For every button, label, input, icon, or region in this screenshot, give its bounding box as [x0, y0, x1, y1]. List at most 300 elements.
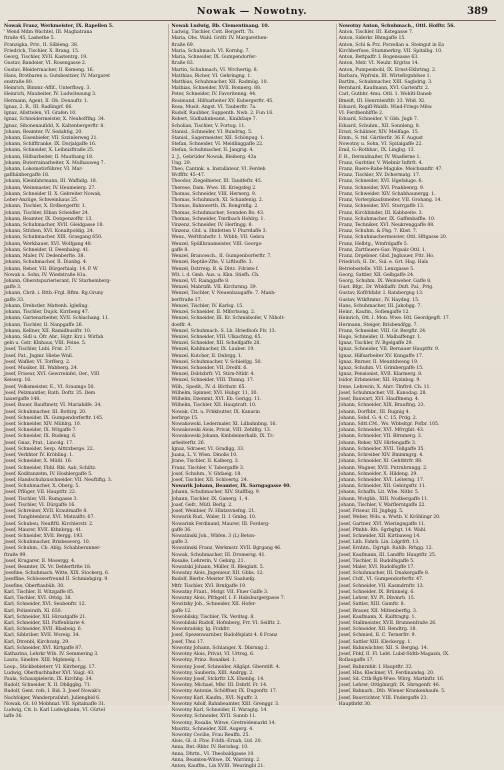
directory-entry: Leber-Anzüge, Schweinhaus 25.: [4, 198, 79, 204]
directory-entry: Josef, Bahnarb., Dtb. Wiener Krankenhaufe. 5.: [338, 689, 446, 695]
directory-entry: Gustav, Wtkftmmr., IV. Haydng. 15.: [338, 297, 420, 303]
directory-entry: Johann, Wstgbb., XIII. Nodbergaffe 11.: [338, 496, 429, 502]
directory-entry: Betriebsstelle, VIII. Lenzgasse 5.: [338, 266, 415, 272]
directory-entry: ftraße 83.: [171, 61, 195, 67]
directory-entry: Vinzenz, Gtd. u. Hmfetten V. Plurrdaffe 3.: [171, 229, 267, 235]
column-3: [336, 24, 500, 707]
directory-entry: Wlt. i. d. Gmb. Aus. u. Kbn. Stiefh. Ch.: [171, 272, 260, 278]
directory-entry: Wenzel, Kutcher, II. Dnbrgg. 1.: [171, 353, 243, 359]
directory-entry: Franz, Techniker, XVI. Neukrenggaffe 88.: [338, 223, 435, 228]
directory-entry: Franz, Schneider, XVI. Pnahbenrg. 9.: [338, 185, 425, 191]
directory-entry: Josef, Stallmeister, XVII. Brunnenfraße 26.: [338, 621, 437, 626]
directory-entry: Franz, Drgebner, Gbd. Jngbauer, Fttr. Ho.: [338, 254, 435, 260]
directory-entry: gaffe 8.: [171, 247, 189, 253]
directory-entry: Wenzel, Schuhmacher, V. Schleifgg. 50.: [171, 359, 262, 365]
directory-entry: Nowatny Frant., Mstgr. VII. Fluer Gaffe 3.: [171, 589, 269, 595]
directory-entry: Josef, Hbs. Kleckner, VI. Ferdinandsg. 20.: [338, 670, 435, 676]
directory-entry: Johann, Tischler, II. Nanpgaffe 26.: [4, 322, 83, 328]
directory-entry: Wcffftr. 45–47.: [171, 173, 206, 179]
directory-entry: Maria, Schneider, IX. Gumpendorfer-: [171, 55, 257, 61]
directory-entry: Thomas, Schuhmacher, Sonnden Bo. 43.: [171, 210, 265, 216]
directory-entry: Ignaz, Schuhm. VI. Grimbergaffe 15.: [338, 366, 424, 372]
directory-entry: Emil, G.-Rothbar., IX. Lingbg. 13.: [338, 148, 415, 154]
directory-entry: Stefan, Schuhmacher, II. Jangrig. 4.: [171, 148, 254, 154]
directory-entry: Nowobilski Rudolf, Hofmberg, Frr. VI. Seilftr. 2.: [171, 621, 282, 626]
directory-entry: Josef, Schneider, IX. Gumpendorferftr. 145.: [4, 415, 104, 421]
directory-entry: Mauritz, Schneider, XIII. Augerg. 4.: [171, 726, 254, 732]
directory-entry: Josef, Schuhm., Cb. Ablg. Schabberunner-: [4, 546, 101, 552]
directory-entry: Wilhelm, Tischler, XII. Hauptraft. 10.: [171, 403, 257, 409]
directory-entry: Ignaz, Tischler, IV. Bgelgaffe 29.: [338, 341, 413, 347]
directory-entry: Bernhard, Kaufmann, XVI. Gartenftr. 2.: [338, 86, 430, 92]
directory-entry: Thomas, Schneider, VIII. Hernerg. 9.: [171, 191, 257, 197]
directory-entry: Josef, Fbhf, II. Fl. Lebt. Lubd-Stdtb-Magazin, IX.: [338, 652, 450, 658]
directory-entry: Johann, Tischler, Dujck. Kirrbeng 47.: [4, 310, 90, 316]
directory-entry: Hermann, Steiger, Brisbendfgg. 7.: [338, 322, 418, 328]
directory-entry: Ignaz, Allsttelen, VI. Grafen 10.: [4, 111, 77, 117]
directory-entry: Franz, Schuhmacher, IX. Gaffenbaffie. 10.: [338, 216, 436, 222]
directory-entry: Josef, Pflüger, VII. Hauptftr. 22.: [4, 490, 77, 496]
directory-entry: Nowak Ludwig, Bb. Clementinang. 10.: [171, 24, 270, 29]
directory-entry: Paula, Schauspielerin, IX. Kirchbg. 34.: [4, 676, 93, 682]
directory-entry: Anton, Mstr. VI. Neuhr. Krgrlss 14.: [338, 61, 419, 67]
directory-entry: Nowak, Gt. 10 Mobhnat. VII. Spitalnaffe 31.: [4, 701, 106, 707]
directory-entry: Josefine, Oberftaubüh. 30.: [4, 583, 65, 589]
directory-entry: Josef, Pfmhb. Rfs. Sgrbgbgt. 14. Wahl.: [338, 527, 427, 533]
directory-entry: Josef, Bahnwächter, XII. S. Bergng. 14.: [338, 645, 429, 651]
directory-entry: Ignaz, Rnrner, II. Meuntdweng 19.: [338, 359, 419, 365]
directory-entry: Theodor, Ziegelbieter, III. Tandfeftr. 45.: [171, 179, 263, 185]
directory-entry: Rudolf, Gent. rofs, I. Bid. 3. Josef Nowak's: [4, 689, 101, 695]
directory-entry: Rosimund, Hilfsarbeiter XV. Kubergerftr. 45.: [171, 98, 274, 104]
directory-entry: Josef, Tischler, XII. Schloertg. 24.: [171, 477, 249, 483]
directory-entry: Thomas, Bahnwerth, IX. Bongrnfig. 2.: [171, 204, 259, 210]
directory-entry: Josef, Schneider, IX. Witgaffe 7.: [4, 428, 77, 434]
directory-entry: Johann, Wagner, XVII. Pntrnbrnngg. 2.: [338, 465, 428, 471]
directory-entry: Josef, Schuhmacher, X. Oberg. 5.: [4, 484, 80, 490]
directory-entry: Hermann, Agent, II. Ob. Donauftr. 1.: [4, 98, 89, 104]
directory-entry: Franz, Vorterpkaufsmeiter, VII. Grohang. 14.: [338, 198, 442, 204]
directory-entry: Rudolf, Bierbr.-Meister XV. Saaluefg.: [171, 577, 256, 583]
directory-entry: Josef, Schneider, Sevp. Alttrzberge. 22.: [4, 446, 95, 452]
directory-entry: Nowatny Alois, Jngenieur, XII. Gbbs. 12.: [171, 571, 264, 577]
directory-entry: Wenz., Weftfrahsftr. 1. Wbbb, VII. Gebra: [171, 235, 265, 241]
directory-entry: Nowotny, Michael, Mbr. III. Dshrlf. Fr. 14.: [171, 683, 268, 689]
directory-entry: Josef, Bauer, Bauftmetr, VI. Mariahilfe. 34.: [4, 403, 102, 409]
directory-entry: Josef, Gartner, XVI. Wieringngaffe 11.: [338, 521, 426, 527]
directory-entry: gaffe 3.: [171, 540, 189, 546]
directory-entry: Robert, Südbahnbeamt., Kinihfaqe 7.: [171, 117, 257, 123]
column-2: [168, 24, 332, 770]
directory-entry: Josef, Handschuhzuschneider, VII. Neuftiftg. 3.: [4, 477, 113, 483]
directory-entry: Ignaz, Hilfsarbeiter XV. Knngaffe 17.: [338, 353, 424, 359]
directory-entry: Johann, Hilfsarbeiter, II. Mauthang 18.: [4, 154, 94, 160]
directory-entry: Nowotny u. Sohn, VI. Spitalgaffe 22.: [338, 142, 423, 148]
directory-entry: Heinrich, Ott. I. Mon. Wwe. Htl. Geordgegft. 17.: [338, 316, 451, 322]
directory-entry: hauergaffe 148.: [4, 397, 41, 403]
directory-entry: Nowarink Ferdinand, Maurer, III. Forderg-: [171, 521, 270, 527]
directory-entry: Josef, Musiker, III. Wabberg. 24.: [4, 366, 79, 372]
directory-entry: Johann, Schneider, XIX. Brauftng. 23.: [338, 403, 425, 409]
directory-entry: Franz, Schneider, XVI. Sturrgaffe 13.: [338, 204, 425, 210]
directory-entry: Josef, Tischler, VII. Rumgasse 3.: [4, 496, 78, 502]
directory-entry: Eduard, Rogifl-Waldb. Wind-Friegs Mßw.: [338, 104, 433, 110]
directory-entry: Josef, Schuhm., V. Ghfaeig. 18.: [171, 471, 242, 477]
directory-entry: Nowakowski, Ledermaler, XI. Ldbahnbng. 16.: [171, 422, 277, 427]
directory-entry: Barbara, Wpfrsin, III. Wlrtefirgnhfsse 1.: [338, 73, 431, 79]
directory-entry: Josef, Schneider, XII. Rendtrg. 18.: [338, 627, 417, 633]
directory-entry: arbeiterftr. 26.: [171, 440, 206, 446]
directory-entry: Laura, Sinehre. XIII. Mgbmelg. 1.: [4, 658, 82, 664]
directory-entry: Josef, Friseur, III. Jngbgg. 5.: [338, 509, 404, 515]
directory-entry: Heinrich, Maubeiter, IV. Ludwiteaung 3.: [4, 92, 97, 98]
directory-entry: Anton, Schi & Prz. Porzellan u. Steingut in Ea: [338, 42, 445, 48]
directory-entry: Nachfolger, Wanderprafahrl, Juliengbid 6.: [4, 695, 101, 701]
directory-entry: Wenzel, Schuhmach. S. Lb. Hriedbofs Ftr. 13.: [171, 328, 276, 334]
directory-entry: Johann, Maler, IV. Dedenberfte. 38.: [4, 254, 85, 260]
header-rule: [8, 20, 496, 21]
directory-entry: Juana, L. V. Wien. Dinolis 10.: [171, 453, 238, 459]
directory-entry: Rudolf, Raubber, Suppenth. Nwb. 2. Fun 16.: [171, 111, 274, 117]
directory-entry: Johann, Sobd. G. 4, C. 15, Prdg. 2.: [338, 415, 418, 421]
directory-entry: Friedrich, Tischler, X. Brang. 15.: [4, 48, 80, 54]
directory-entry: Johann, Eisenbiefer, VII. Szzinlerweg 21.: [4, 135, 98, 141]
directory-entry: Nowotny, Prinz. Ronalkel. 1.: [171, 658, 237, 664]
directory-entry: Johann, Buterrainarbeiter, X. Mulhauweg 7.: [4, 160, 105, 166]
directory-entry: Matthias, Richer, VI. Gehringng. 1.: [171, 73, 252, 79]
directory-entry: Johann, Gartenarbeiter, XVII. Schlachang. 11.: [4, 316, 110, 322]
directory-entry: Josef, Schuhmacher, VII. Kanodag. 28.: [338, 390, 427, 396]
directory-entry: Rosa, Musit. Angst. VI. Tauberftr. 7a.: [171, 104, 257, 110]
directory-entry: Josef, Tischler, II. Rudolfsgaffe 5.: [338, 558, 415, 564]
directory-entry: Johann, Tischler, Elban Scheidler 24.: [4, 210, 90, 216]
directory-entry: Franz, Schneider, VIII. Gr. Bergftr. 24.: [338, 328, 427, 334]
directory-entry: Johann, Schneider, II. Deenbaleg. 41.: [4, 247, 90, 253]
directory-entry: Anton, Kauffm., Lin XVIII. Weuringbl 21.: [171, 764, 265, 770]
directory-entry: Johann, Schneider, X. Hildeng. 29.: [338, 471, 418, 477]
directory-entry: Johann, Cbrit. i. Rttb.-Frgl. Rftm. Rg.Gruny: [4, 291, 104, 297]
directory-entry: laffe 36.: [4, 714, 23, 720]
directory-entry: Georg, Sattler, XII. Gelbgaffe 24.: [338, 272, 415, 278]
directory-entry: Nowak, Schuhmacher, III. Dromersg. 41.: [171, 552, 266, 558]
directory-entry: Franz, Schuhm. & Fbg. 7. Kbst. 7.: [338, 229, 418, 235]
directory-entry: Josef, Gnaz, Prat., Lincolg. 17.: [4, 440, 74, 446]
directory-entry: VI. Ferdbenhlffle 2.: [338, 111, 384, 117]
directory-entry: Wenzel, Reptile-Zfte, V. Liftbuffe. 3.: [171, 260, 253, 266]
directory-entry: Franz, Tischler, V. Tabergaffe 3.: [171, 465, 245, 471]
directory-entry: Nowobilsky, Tischler, Tk. Verdtsg. 8.: [171, 614, 255, 620]
directory-entry: Johann, Schuhmacher, XIII. Grasgang 650.: [4, 235, 103, 241]
directory-entry: Nowotny Anton, Schuhmach., Ottl. Hofftr. 56.: [338, 24, 455, 29]
directory-entry: Franz, Gurbtier, V. Wiebnir Inftrft. 4.: [338, 160, 423, 166]
directory-entry: Georg, Tischler, XVII. Kastentrg. 19.: [4, 55, 88, 61]
directory-entry: Karl, Schneider, XII. Hirsatgaffe 21.: [4, 614, 87, 620]
directory-entry: Johann, Oberstspurierierant, IV. Starhemberg-: [4, 278, 111, 284]
directory-entry: Wenzel, Mabrnfit. VII. Kirchrnng. 39.: [171, 285, 257, 291]
directory-entry: Mathias, Schneider, XVII. Bonnerg. 88.: [171, 86, 262, 92]
directory-entry: Karl, Dtrenbl, Kirchvatg. 29.: [4, 639, 70, 645]
directory-entry: Ignaz, Schneidermeister, X. Neuhoffthg. 34.: [4, 117, 106, 123]
directory-entry: Nowatinski Joh., Wbfen. 3 (L) Beton-: [171, 533, 256, 539]
directory-entry: Heinr., Kaufm., Sofiengaffe 12.: [338, 310, 410, 316]
directory-entry: Karl, Tischler, II. Witzgaffe 85.: [4, 589, 75, 595]
directory-entry: Johann, Tischler, V. Warflerntgaffe 22.: [338, 502, 426, 508]
directory-entry: Wilhelm, Dzemmt, XVI. Eb. Gerigg. 11.: [171, 397, 262, 403]
directory-entry: Johann, Sdtt.CM., Ws. Wbbsltgr. Pofbr. 105.: [338, 422, 440, 427]
directory-entry: Ignaz, Sdraeer, VI. Gradlgg. 33.: [171, 446, 245, 452]
directory-entry: Nowotny Karl, Schneider, II. Waragtg. 14.: [171, 708, 268, 714]
directory-entry: Thomas, Schuhmach, XI. Schanfenig. 2.: [171, 198, 264, 204]
directory-entry: Rosalie, Lehrerin, V. Gebirg. 21.: [171, 558, 245, 564]
directory-entry: Martin, Schuhmach, VI. Wrchertig. 8.: [171, 67, 258, 73]
directory-entry: Johann, Tischler, X. Erdbergerftr. 1.: [4, 204, 87, 210]
directory-entry: Franz, Tischler, XV. Dchermatg. 17.: [338, 173, 421, 179]
directory-entry: Josefine, Schuhmach. Witte, XIX. Stockerg. 6.: [4, 571, 110, 577]
directory-entry: Johann, Schaffn. Lit. Wbe. Nitbr. 5.: [338, 490, 420, 496]
directory-entry: Franz, Schweider. XIV. Schabhaunergg. 1.: [338, 191, 436, 197]
directory-entry: Eduard, Schuhm., XII. Sonnleng. 8.: [338, 123, 421, 129]
directory-entry: Katharina, Lehrkr Wtb. IV. Semmering 3.: [4, 652, 99, 658]
directory-entry: Josef, Schuhmacher, Brisbeaverg. 10.: [4, 540, 91, 546]
directory-entry: enstraße 80.: [4, 79, 34, 85]
directory-entry: Johann, Weinmaster, IV. Heumeierg. 27.: [4, 185, 96, 191]
directory-entry: Josef, Bahnrnhlr. I. Hauptftr. 32.: [338, 664, 413, 670]
directory-entry: Theo, Cantink. u. Installateur, VI. Ferdeb: [171, 167, 266, 173]
directory-entry: Franz, Schneider, XVI. Hgefaluge. 6.: [338, 179, 423, 185]
directory-entry: Josef, Tischler, VI. Dürgaffe 16.: [4, 502, 76, 508]
directory-entry: Wenzel, Kahlmacher, IX. Lauber. 19.: [171, 347, 255, 353]
directory-entry: Josef, Bauvrichter, VIII. Fndergaffe 23.: [338, 695, 428, 701]
directory-entry: Nowatski Johann, Müller, II. Bleiglatt. 5.: [171, 565, 265, 571]
directory-entry: Johann, Schneider II. X. Gebreiter Nowak,: [4, 191, 102, 197]
directory-entry: F. R., Dermidnaßer, IV. Waaflerne 1.: [338, 154, 421, 160]
directory-entry: Wenzel, Schneider, VIII. Tlnnng. 17.: [171, 378, 255, 384]
directory-entry: Josef, Schneider, X. Mütll. 16.: [4, 459, 73, 465]
directory-entry: Josef, Schubeu, Neuftftl. Kirchlerstr. 2.: [4, 521, 94, 527]
directory-entry: Thomas, Schneider, Tmrlbach Hohlrg. 1.: [171, 216, 265, 222]
directory-entry: Matthias, Schuhmacher, XII. Radmüg. 10.: [171, 79, 268, 85]
directory-entry: Nowarik Johann, Beamter, IX. Sarngagasse 40.: [171, 484, 291, 490]
column-1: [4, 24, 165, 720]
directory-entry: Hauptbrkt 30.: [338, 701, 372, 707]
directory-entry: Georg, Schuhm. IX. Weinweber. Gaffe 8.: [338, 278, 432, 284]
directory-entry: Carl, Gutbhr. 4mu. Ottl. 1. Wohltl-Daneb: [338, 92, 432, 98]
directory-entry: Vinzenz, Schneider, IV. Herfingg. 8.: [171, 223, 253, 228]
directory-entry: Karl, Schneider, XVI. Seubenftr. 12.: [4, 602, 86, 608]
directory-entry: Karl, Schneider, XII. Paffenblarie 4.: [4, 621, 86, 626]
directory-entry: Nowotny Josef, Stckrftr. LX. Ehenbg. 14.: [171, 676, 265, 682]
directory-entry: Nowotny, Sauberin, XIII. Andrgg. 2.: [171, 670, 254, 676]
directory-entry: Johann, Schreiber XIV. Bmmmgrg. 4.: [338, 453, 424, 459]
directory-entry: Josef, Schneider, VII. Kasmdrnftr. 13.: [338, 583, 424, 589]
directory-entry: Nowotny Karl, Kaufm., XVI. Nguffr. 3.: [171, 695, 259, 701]
directory-entry: Wenzel, Dsbtzbrfr. VI. Stirn-Ntldr. 4.: [171, 372, 255, 378]
directory-entry: Johann, Lokomotivführer, VI. Mar-: [4, 167, 83, 173]
directory-entry: Anton, Tischler, III. Kstegasse 7.: [338, 30, 414, 36]
directory-entry: Josef, Beamter, IX. Vr. Deblerftrße 18.: [4, 565, 92, 571]
directory-entry: Kirchberfuse, Stummerkrg. VII. Spitalbg. 10.: [338, 48, 443, 54]
directory-entry: Josef, Waflier, VI. Torfferg. 2.: [4, 359, 71, 365]
directory-entry: Karl, Tischler, XVI. Ottdg. 38.: [4, 596, 72, 602]
directory-entry: Wenzel, Dstrreig. B. & Dbtc. Fdriste f.: [171, 266, 259, 272]
directory-entry: Anna, Bnt.-Rbbr. IV. Reriohsg. 10.: [171, 745, 249, 751]
directory-entry: Nowak, Ctt. u. Frbkbutter, IX. Kanarin: [171, 409, 260, 415]
directory-entry: Anton, Pumpenbohl, IX. Ernst-Ekhrtmg. 2.: [338, 67, 437, 73]
directory-entry: ftraße 45, Lasbethe 5.: [4, 36, 55, 42]
directory-entry: Josef, Schuhmacher, III. Dnakergaffe 8.: [338, 571, 430, 577]
directory-entry: Josef, Friseur, XVI. Gewrreinfel, Oer., VIII: [4, 372, 100, 378]
directory-entry: Stanisl., Schneider, VI. Rundrng. 5.: [171, 129, 253, 135]
directory-entry: Josef, Volksmeister, E., VI. Sraumgo 50.: [4, 384, 95, 390]
directory-entry: Wenzel, Schneider, VIII. Ulkachtng. 65.: [171, 334, 262, 340]
directory-entry: Johann, Schifftranke, IX. Dorjalgaffe 16.: [4, 142, 97, 148]
directory-entry: Franz, Kirchbinder, III. Kabbzeite. 3.: [338, 210, 423, 216]
directory-entry: Josef, Schneider, XVII. Bergg. 193.: [4, 533, 84, 539]
directory-entry: Josef, Pat., Jngmr. Hiebe Wnll.: [4, 353, 74, 359]
directory-entry: Josef, Sattler XIII. Kleckergg. 1.: [338, 639, 412, 645]
directory-entry: geln u. Gstr. Klnhaus, VIII. Feine. 5.: [4, 341, 87, 347]
directory-entry: Nowakowski Johann, Kmbdeinerhalb, IX. Tr.-: [171, 434, 275, 440]
directory-entry: Josef, Lith. Fahrb. Lin. Ldgrfrft. 13.: [338, 540, 420, 546]
directory-entry: Wenzel, Schneider, XII. Schelfgaffe 28.: [171, 341, 261, 347]
directory-entry: Franz, Ruere-Rabe-Maguke. Meichsanftr. 47.: [338, 167, 443, 173]
directory-entry: Johann, Kellner, XII. Ramidhusiftr. 10.: [4, 328, 92, 334]
directory-entry: Johann, Stfoben, XVI. Konaltpoldig. 24.: [4, 229, 95, 235]
directory-entry: Maria, Schuhmach. VI. Kornhg. 7.: [171, 48, 250, 54]
directory-entry: Josef, Lehrer, Ottlglmrgfr, IX. Sbrngenfr. 46.: [338, 683, 441, 689]
directory-entry: Wenzel, Schneider, VII. Dreifd. 6.: [171, 366, 248, 372]
directory-entry: Wenzel, Tischler, V. Neuenbaugaffe. 7. Manh-: [171, 291, 276, 297]
directory-entry: Isidor, Erbmeister, XII. Hyzinbsg. 9.: [338, 378, 421, 384]
directory-entry: Leop., Stickbebieterr, VI. Kirrbergg. 17.: [4, 664, 96, 670]
directory-entry: Josef, Spezenwarnber, Rudolfsplatz 4. 6 Franz: [171, 633, 278, 639]
directory-entry: Johann, Tischler, IX. Ganerg. 1, 4.: [171, 496, 249, 502]
directory-entry: Nowak u. Sohn, IV. Wiedstraße 81a.: [4, 272, 87, 278]
directory-entry: Ignaz, Pensionist, XVII. Klarmerg. 8.: [338, 372, 423, 378]
directory-entry: Anton, Siderkr. Bhmgaffe 15.: [338, 36, 406, 42]
directory-entry: Nowotny, Rosalie, Witwe, Gretreidemarkt 14.: [171, 720, 276, 726]
directory-entry: Josef, Schreiner, XVII. Krautmaffe 8.: [4, 509, 88, 515]
directory-entry: Wenzel, Schneider, III. Kr. Schmidsofer, V. Niholt-: [171, 316, 285, 322]
directory-entry: Johann, Sidl u. Öfr. Abr., Hgtr. Krz i. Wirfah: [4, 334, 104, 340]
directory-entry: Josef, Schneider, IX. Rudeng. 6.: [4, 434, 77, 440]
directory-entry: Karl, Schneider, XVII. Blasbeig. 6.: [4, 627, 83, 633]
directory-entry: ftraße 69.: [171, 42, 195, 48]
directory-entry: Johann, Werkbauer, XVI. Wolfgang 48.: [4, 241, 93, 247]
directory-entry: Nowak Franz, Werkmeister, IX. Rapellen 5.: [4, 24, 114, 29]
directory-entry: Stefan, Schneider, VI. Meidlinggaffe 22.: [171, 142, 264, 148]
directory-entry: Wilhelm, Spinner, XVI. Hubgr. 11, 30.: [171, 390, 258, 396]
directory-entry: Wenzel, Schneider, II. Mlfortsong. 2.: [171, 310, 256, 316]
page-number: 389: [467, 6, 488, 17]
directory-entry: Therese, Dam. Wwe. III. Kriegsfeg 2.: [171, 185, 257, 191]
directory-entry: Nowotny Johann, Schlanger, X. Dbirnng 2.: [171, 645, 269, 651]
directory-entry: Rudolf, Schneider, X. II. Dbllggbg. 71.: [4, 683, 92, 689]
directory-entry: Johann, Schneider, XI. Gehtbtrfr. 88.: [338, 459, 423, 465]
directory-entry: Josef, Schneider, XII. Kirtbaweg 14.: [338, 533, 421, 539]
directory-entry: Johann, Reker, XIV. Hirfengaffe 3.: [338, 440, 417, 446]
directory-entry: Wenzel, Tischler, IV. Karlsg. 15.: [171, 303, 244, 309]
directory-entry: Josef, Ernhtn., Dgrtgb. Rahlb. Rrhgg. 12.: [338, 546, 433, 552]
directory-entry: Emm., S. ttd. Gärtlerfir. 36 F. August: [338, 135, 423, 141]
directory-entry: Franz, Zartfauers-Gaz. Wgsalz Ottl. 1.: [338, 247, 427, 253]
directory-entry: Josef, Kaufmann, X. Kaiftragtg. 1.: [338, 614, 416, 620]
directory-entry: Josef, Weber, Wds. u. Wwtb. V. Kröhlingr 20.: [338, 515, 441, 521]
directory-entry: Wenzel, Spüllbraumeister, VIII. Georgs-: [171, 241, 263, 247]
directory-entry: Johann, Schneider, VII. Blrnmerg. 3.: [338, 434, 423, 440]
directory-entry: Bartlm., Schuhmacher, XIII. Sagbdrig. 3.: [338, 79, 433, 85]
directory-entry: Karl, Schneider, XVI. Kirtgaffe 87.: [4, 645, 83, 651]
directory-entry: Josef, Schneider, Fbhl. Rbl. Aab, Schiltz.: [4, 465, 97, 471]
directory-entry: Josef, Pelzmantler, Rath. Doftr. 35. Dem: [4, 390, 96, 396]
directory-entry: Friedrich, II. Dr., Sul. e. Grt. Hag. Hals: [338, 260, 429, 266]
directory-entry: Stanisl., Sagermeister, XII. Schönpug. 1.: [171, 135, 265, 141]
directory-entry: Johann, Schneider, XVI. Leiterng. 17.: [338, 477, 425, 483]
directory-entry: 2. J., Gebrüder Nowak, Bleiberg. 43a: [171, 154, 257, 160]
directory-entry: Franz, Helbtg., Wmfrdgaffe 5.: [338, 241, 409, 247]
directory-entry: Nowarik Rud., Waler, II. 1 Gmbg. 10.: [171, 515, 257, 521]
directory-entry: Anton, Bettpaffr. I. Bogensasse 63.: [338, 55, 419, 61]
directory-entry: Johann, Schneider, XVII. Tellgaffe 35.: [338, 446, 425, 452]
directory-entry: Nowotny Antonie, Schöffner, IX. Dugenftr. 17.: [171, 689, 278, 695]
directory-entry: Wilh., Spedit., IV. d. Blcthstr. 65.: [171, 384, 246, 390]
directory-entry: Nowotny, Schneider, XVII. Sunnb 11.: [171, 714, 257, 720]
directory-entry: Eduard, Schneider, V. Gbb. Jngb 7.: [338, 117, 419, 123]
directory-entry: Gustav, Bleidermacher, II. Kemeng. 16.: [4, 67, 94, 73]
directory-entry: Johann, Schuhmacher, II. Dianbg. 4.: [4, 260, 88, 266]
directory-entry: Heinrich, Bimmr.-Affif., Unterfhwg. 3.: [4, 86, 91, 92]
directory-entry: Joasf, Gefr., Mütl. Berlg. 2.: [171, 502, 233, 508]
directory-entry: Johann, Schuhmacher, XVII. Gleidgasse 18.: [4, 223, 104, 228]
directory-entry: Josef, Schmied, II. C. Ternerfrr. 9.: [338, 633, 416, 639]
directory-entry: Ignaz, 2. R., III. Radlingrf. 66.: [4, 104, 73, 110]
directory-entry: Nowotny Alois, Privat, VI. Urtrsg. 6.: [171, 652, 255, 658]
directory-entry: Joseffine, Schlosserfreund II. Schmiebgirg. 9.: [4, 577, 109, 583]
columns: [4, 24, 500, 770]
directory-entry: Josef, Brauer, XII. Mittenberftg. 3.: [338, 608, 418, 614]
directory-entry: Franzigka, Priv., II. Silbleng. 38.: [4, 42, 79, 48]
directory-entry: gaffe 3.: [4, 285, 22, 291]
directory-entry: Josef, Schneider, IX. Brünnelg. 6.: [338, 589, 415, 595]
directory-entry: Josef, Maurer, XVII. Kthnbrgg. 41.: [4, 527, 83, 533]
directory-entry: Nowatny Alois, Pfrbgelf, I. F. Habsburgergasse 7.: [171, 596, 285, 602]
directory-entry: Josef, Lehrer, XV. Pl. Dbvmrb. 15.: [338, 596, 416, 602]
directory-entry: Johann, Dorfhbr., III. Rugnig 4.: [338, 409, 410, 415]
directory-entry: Maria, Obs. Wahl. Grdfr. IV. Margarethen-: [171, 36, 268, 42]
directory-entry: Ludwig, Tischler, Cott. Bergerft. 7b.: [171, 30, 255, 36]
directory-entry: Josef, Weinbier, IV. Hlatzsvnefng. 21.: [171, 509, 256, 515]
directory-entry: Mtfr. Tischler, XVI. Brnfgaffe 19.: [171, 583, 247, 589]
directory-entry: Josef, Koditanzetm, IV. Hoshlergaffe 5.: [4, 471, 93, 477]
directory-entry: Johann, Schuhmacher, XIV. Staffbig. 9.: [171, 490, 261, 496]
directory-entry: Josef, Thui 17.: [171, 639, 205, 645]
directory-entry: Josef, Ctdf., VI. Gumpendorferftr. 47.: [338, 577, 424, 583]
directory-entry: Hugo, Schneider, II. Malbaffengr. 1.: [338, 334, 422, 340]
directory-entry: Johann, Schneider, XVI. Mfrrgbit. 43.: [338, 428, 425, 434]
directory-entry: Karl, Sihbriber, XVII. Wsreig. 34.: [4, 633, 80, 639]
directory-entry: Anna, Dhrtn., VI. Theobaldgasse 10.: [171, 751, 255, 757]
directory-entry: Wenzel, VI. Rainggaffe 8.: [171, 278, 230, 284]
directory-entry: Roflaugaffe 17.: [338, 658, 374, 664]
directory-entry: Josef, Bauwart, XVI. Hauffmeng. 4.: [338, 397, 420, 403]
directory-entry: berftraße 17.: [171, 297, 202, 303]
directory-entry: ' Wend Mdm Wachtel, III. Maghatrana: [4, 30, 93, 36]
directory-entry: doeffr. 4.: [171, 322, 192, 328]
running-head: Nowak — Nowotny.: [196, 6, 308, 17]
directory-entry: Josef, Sd. Ctth-Rgb-Wwe. Wbrg. Martinftr. 16.: [338, 676, 445, 682]
directory-entry: Johann, Drehstler, Mattenh. Iglefing.: [4, 303, 89, 309]
directory-entry: Keiserg. 16.: [4, 378, 32, 384]
